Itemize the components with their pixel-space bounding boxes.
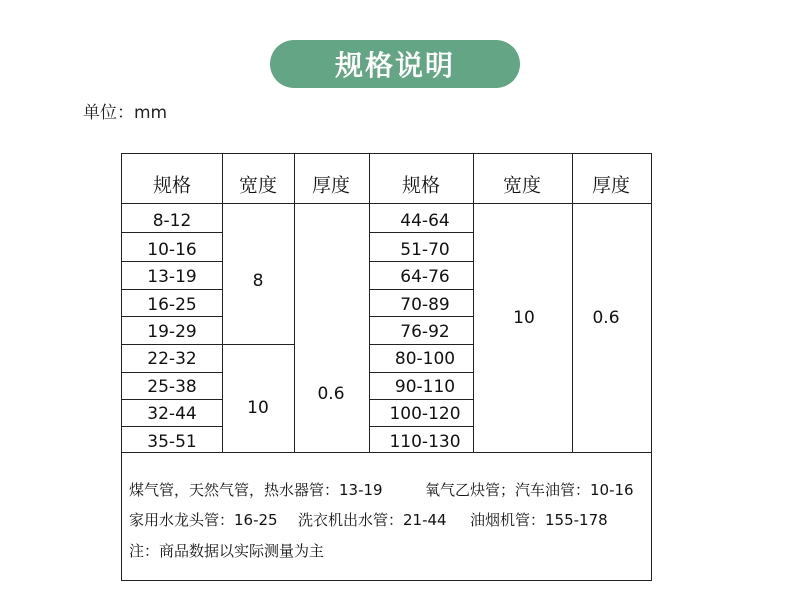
spec-cell: 25-38 (147, 377, 197, 397)
row-divider (369, 232, 473, 233)
row-divider (369, 261, 473, 262)
spec-cell: 64-76 (400, 267, 450, 287)
page-title: 规格说明 (334, 49, 455, 82)
column-divider (222, 154, 223, 452)
note-washer-pipe: 洗衣机出水管：21-44 (298, 511, 447, 529)
row-divider (369, 289, 473, 290)
header-width-right: 宽度 (502, 174, 542, 197)
header-spec-right: 规格 (401, 174, 441, 197)
row-divider (122, 232, 222, 233)
spec-cell: 16-25 (147, 295, 197, 315)
spec-cell: 76-92 (400, 322, 450, 342)
column-divider (572, 154, 573, 452)
row-divider (122, 344, 294, 345)
row-divider (369, 426, 473, 427)
spec-cell: 70-89 (400, 295, 450, 315)
spec-cell: 19-29 (147, 322, 197, 342)
spec-cell: 32-44 (147, 404, 197, 424)
spec-cell: 51-70 (400, 240, 450, 260)
spec-cell: 44-64 (400, 211, 450, 231)
unit-label: 单位：mm (83, 103, 168, 123)
header-width-left: 宽度 (238, 174, 278, 197)
spec-cell: 10-16 (147, 240, 197, 260)
title-banner (270, 40, 520, 88)
note-faucet-pipe: 家用水龙头管：16-25 (129, 511, 278, 529)
note-gas-pipes: 煤气管，天然气管，热水器管：13-19 (129, 481, 383, 499)
spec-cell: 90-110 (394, 377, 456, 397)
note-disclaimer: 注：商品数据以实际测量为主 (129, 542, 325, 560)
spec-cell: 22-32 (147, 349, 197, 369)
width-value: 8 (252, 271, 264, 291)
spec-cell: 110-130 (389, 432, 461, 452)
notes-divider (122, 452, 651, 453)
row-divider (122, 372, 222, 373)
header-thickness-right: 厚度 (591, 174, 631, 197)
thickness-value: 0.6 (317, 384, 345, 404)
row-divider (369, 344, 473, 345)
row-divider (369, 372, 473, 373)
note-oxygen-pipes: 氧气乙炔管；汽车油管：10-16 (425, 481, 634, 499)
row-divider (369, 399, 473, 400)
row-divider (122, 261, 222, 262)
spec-cell: 80-100 (394, 349, 456, 369)
column-divider (473, 154, 474, 452)
spec-cell: 13-19 (147, 267, 197, 287)
row-divider (369, 316, 473, 317)
width-value: 10 (247, 398, 269, 418)
note-hood-pipe: 油烟机管：155-178 (470, 511, 608, 529)
thickness-value: 0.6 (592, 308, 620, 328)
spec-cell: 8-12 (152, 211, 192, 231)
column-divider (294, 154, 295, 452)
row-divider (122, 316, 222, 317)
row-divider (122, 426, 222, 427)
spec-cell: 100-120 (389, 404, 461, 424)
column-divider (369, 154, 370, 452)
header-spec-left: 规格 (152, 174, 192, 197)
spec-table (121, 153, 652, 581)
width-value: 10 (513, 308, 535, 328)
row-divider (122, 399, 222, 400)
spec-cell: 35-51 (147, 432, 197, 452)
row-divider (122, 289, 222, 290)
header-thickness-left: 厚度 (311, 174, 351, 197)
